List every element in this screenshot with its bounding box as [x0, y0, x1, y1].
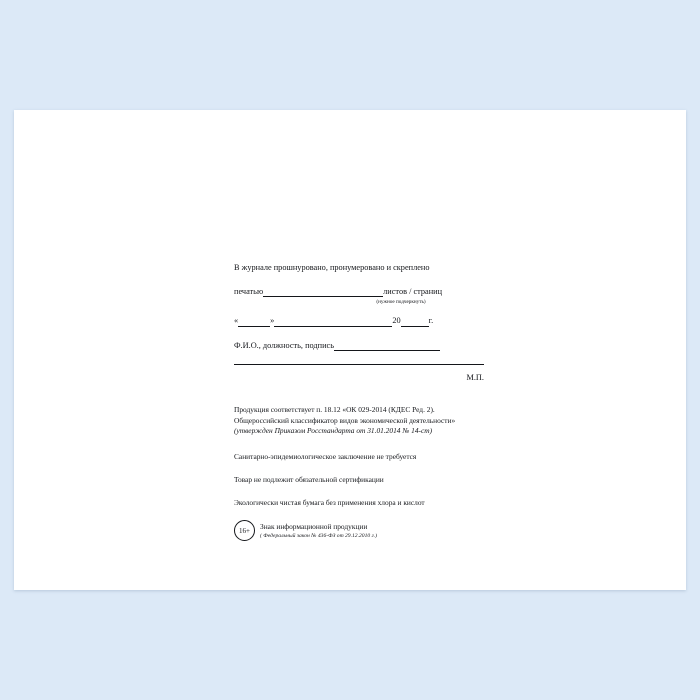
seal-fill-line[interactable] [263, 287, 383, 297]
age-rating-icon: 16+ [234, 520, 255, 541]
seal-label: печатью [234, 287, 264, 297]
underline-hint: (нужное подчеркнуть) [376, 299, 426, 306]
date-quote-open: « [234, 316, 239, 326]
fio-fill-line[interactable] [334, 341, 440, 351]
date-day-fill[interactable] [238, 317, 270, 327]
certification-block [234, 262, 484, 383]
info-sign-title: Знак информационной продукции [260, 522, 368, 532]
okved-paragraph [234, 405, 486, 437]
seal-place-label: М.П. [466, 372, 484, 382]
info-sign-text [260, 520, 377, 541]
okved-line-3: (утвержден Приказом Росстандарта от 31.01.2014 № 14-ст) [234, 426, 433, 436]
eco-note: Экологически чистая бумага без применения хлора и кислот [234, 497, 425, 507]
stitch-statement: В журнале прошнуровано, пронумеровано и скреплено [234, 263, 430, 272]
sheets-label: листов / страниц [383, 287, 443, 297]
date-month-fill[interactable] [274, 317, 392, 327]
date-row [234, 315, 484, 326]
info-sign-law: ( Федеральный закон № 436-ФЗ от 29.12.2010 г.) [260, 533, 377, 540]
underline-hint-wrap [234, 299, 484, 306]
date-year-fill[interactable] [401, 317, 429, 327]
okved-line-2: Общероссийский классификатор видов экономической деятельности» [234, 415, 456, 425]
info-sign-row [234, 520, 484, 541]
sanitary-note: Санитарно-эпидемиологическое заключение не требуется [234, 452, 417, 462]
okved-line-1: Продукция соответствует п. 18.12 «ОК 029-2014 (КДЕС Ред. 2). [234, 404, 435, 414]
date-year-prefix: 20 [392, 316, 401, 326]
fio-label: Ф.И.О., должность, подпись [234, 340, 334, 350]
certification-note: Товар не подлежит обязательной сертификации [234, 474, 384, 484]
seal-row [234, 286, 484, 297]
fio-second-line[interactable] [234, 354, 484, 365]
date-quote-close: » [270, 316, 275, 326]
document-content [234, 262, 484, 541]
fio-row [234, 340, 484, 351]
document-sheet [14, 110, 686, 590]
date-year-suffix: г. [428, 316, 434, 326]
